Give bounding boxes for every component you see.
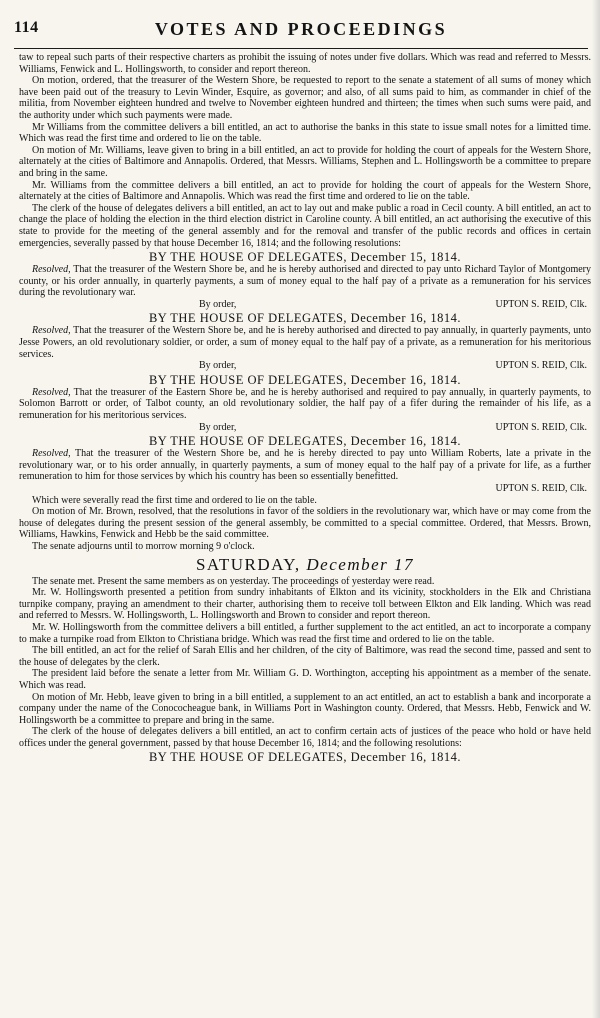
paragraph: The clerk of the house of delegates delivers a bill entitled, an act to confirm certain acts of justices of the peace who hold or have held offices under the general government, passed by that house December 16, 1814; and the following resolutions:: [19, 726, 591, 749]
resolution: [19, 387, 591, 422]
paragraph: The clerk of the house of delegates delivers a bill entitled, an act to lay out and make public a road in Cecil county. A bill entitled, an act to change the place of holding the election in the third election district in Caroline county. A bill entitled, an act authorising the executive of this state to provide for the meeting of the general assembly and for the removal and transfer of the public records and offices in certain emergencies, severally passed by that house December 16, 1814; and the following resolutions:: [19, 202, 591, 249]
paragraph: On motion, ordered, that the treasurer of the Western Shore, be requested to report to the senate a statement of all sums of money which have been paid out of the treasury to Levin Winder, Esquire, as governor; and also, of all sums paid to him, as commander in chief of the militia, from November eighteen hundred and twelve to November eighteen hundred and thirteen; the times when such sums were paid, and the authority under which such payments were made.: [19, 75, 591, 121]
section-heading: BY THE HOUSE OF DELEGATES, December 16, 1814.: [148, 750, 462, 765]
resolved-lead: Resolved,: [32, 264, 71, 276]
section-heading: BY THE HOUSE OF DELEGATES, December 16, 1814.: [148, 372, 462, 387]
running-title: VOTES AND PROCEEDINGS: [154, 19, 448, 39]
page-body: [19, 52, 591, 764]
by-order: By order,: [199, 298, 237, 310]
paragraph: The senate adjourns until to morrow morning 9 o'clock.: [32, 540, 255, 552]
signature-line: [19, 360, 591, 372]
page-number: 114: [14, 19, 39, 36]
section-heading: BY THE HOUSE OF DELEGATES, December 16, 1814.: [148, 434, 462, 449]
by-order: By order,: [199, 421, 237, 433]
section-heading: BY THE HOUSE OF DELEGATES, December 16, 1814.: [148, 311, 462, 326]
page-header: [14, 18, 588, 49]
clerk-name: UPTON S. REID, Clk.: [495, 421, 587, 433]
resolved-lead: Resolved,: [32, 386, 71, 398]
signature-line: [19, 422, 591, 434]
resolved-lead: Resolved,: [32, 325, 71, 337]
resolution-text: That the treasurer of the Western Shore be, and he is hereby authorised and directed to pay unto Richard Taylor of Montgomery county, or his order annually, in quarterly payments, a sum of money equal to the half pay of a private as a remuneration for his services during the revolutionary war.: [19, 264, 591, 299]
resolution-text: That the treasurer of the Western Shore be, and he is hereby directed to pay unto William Roberts, late a private in the revolutionary war, or to his order annually, in quarterly payments, a sum of money equal to the half pay of a private for life, as a further remuneration to him for those services by which his country has been so essentially benefitted.: [19, 448, 591, 483]
paragraph: taw to repeal such parts of their respective charters as prohibit the issuing of notes under five dollars. Which was read and referred to Messrs. Williams, Fenwick and L. Hollingsworth, to consider and report thereon.: [19, 52, 591, 75]
paragraph: On motion of Mr. Brown, resolved, that the resolutions in favor of the soldiers in the revolutionary war, which have or may come from the house of delegates during the present session of the general assembly, be committed to a special committee. Ordered, that Messrs. Brown, Williams, Hawkins, Fenwick and Hebb be the said committee.: [19, 506, 591, 541]
clerk-name: UPTON S. REID, Clk.: [495, 360, 587, 372]
resolution-text: That the treasurer of the Eastern Shore be, and he is hereby authorised and required to pay annually, in quarterly payments, to Solomon Barrott or order, of Talbot county, an old revolutionary soldier, the half pay of a fifer during the remainder of his life, as a remuneration for his meritorious services.: [19, 386, 591, 422]
resolution: [19, 448, 591, 483]
day-date: December 17: [306, 554, 415, 574]
resolution: [19, 325, 591, 360]
by-order: By order,: [199, 360, 237, 372]
paragraph: Mr. Williams from the committee delivers a bill entitled, an act to provide for holding the court of appeals for the Western Shore, alternately at the cities of Baltimore and Annapolis. Which was read the first time and ordered to lie on the table.: [19, 179, 591, 203]
paragraph: The bill entitled, an act for the relief of Sarah Ellis and her children, of the city of Baltimore, was read the second time, passed and sent to the house of delegates by the clerk.: [19, 645, 591, 668]
section-heading: BY THE HOUSE OF DELEGATES, December 15, 1814.: [148, 250, 462, 265]
paragraph: Mr. W. Hollingsworth from the committee delivers a bill entitled, a further supplement to the act entitled, an act to incorporate a company to make a turnpike road from Elkton to Christiana bridge. Which was read the first time and ordered to lie on the table.: [19, 621, 591, 645]
paragraph: The senate met. Present the same members as on yesterday. The proceedings of yesterday were read.: [32, 575, 435, 587]
clerk-name: UPTON S. REID, Clk.: [495, 298, 587, 310]
paragraph: On motion of Mr. Williams, leave given to bring in a bill entitled, an act to provide for holding the court of appeals for the Western Shore, alternately at the cities of Baltimore and Annapolis. Ordered, that Messrs. Williams, Stephen and L. Hollingsworth be a committee to prepare and bring in the same.: [19, 144, 591, 179]
clerk-name: UPTON S. REID, Clk.: [495, 483, 587, 494]
signature-line: [19, 483, 591, 495]
resolved-lead: Resolved,: [32, 448, 71, 460]
resolution: [19, 264, 591, 299]
day-heading: [19, 556, 591, 574]
paragraph: On motion of Mr. Hebb, leave given to bring in a bill entitled, a supplement to an act entitled, an act to establish a bank and incorporate a company under the name of the Conococheague bank, in Williams Port in Washington county. Ordered, that Messrs. Hebb, Fenwick and W. Hollingsworth be a committee to prepare and bring in the same.: [19, 691, 591, 726]
paragraph: Which were severally read the first time and ordered to lie on the table.: [32, 494, 317, 506]
paragraph: Mr Williams from the committee delivers a bill entitled, an act to authorise the banks in this state to issue small notes for a limitted time. Which was read the first time and ordered to lie on the table.: [19, 121, 591, 145]
resolution-text: That the treasurer of the Western Shore be, and he is hereby authorised and directed to pay annually, in quarterly payments, unto Jesse Powers, an old revolutionary soldier, or order, a sum of money equal to the half pay of a private, as a remuneration for his meritorious services.: [19, 325, 591, 360]
paragraph: The president laid before the senate a letter from Mr. William G. D. Worthington, accepting his appointment as a member of the senate. Which was read.: [19, 668, 591, 691]
scan-edge-shadow: [592, 0, 600, 1018]
day-weekday: SATURDAY,: [195, 554, 301, 574]
paragraph: Mr. W. Hollingsworth presented a petition from sundry inhabitants of Elkton and its vicinity, stockholders in the Elk and Christiana turnpike company, praying an amendment to their charter, authorising them to receive toll between Elkton and Elk landing. Which was read and referred to Messrs. W. Hollingsworth, L. Hollingsworth and Brown to consider and report thereon.: [19, 587, 591, 622]
signature-line: [19, 299, 591, 311]
